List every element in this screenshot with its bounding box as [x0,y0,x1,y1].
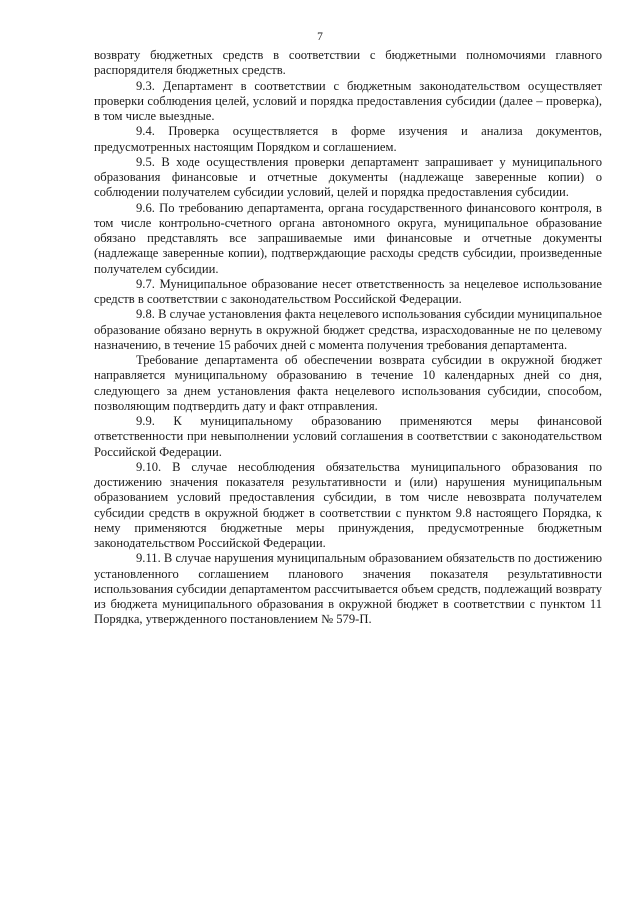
paragraph-9-8-requirement: Требование департамента об обеспечении возврата субсидии в окружной бюджет направляется муниципальному образованию в течение 10 календарных дней со дня, следующего за днем установления факта нецелевого использования субсидии, способом, позволяющим подтвердить дату и факт отправления. [94,353,602,413]
paragraph-9-10: 9.10. В случае несоблюдения обязательства муниципального образования по достижению значения показателя результативности и (или) нарушения муниципальным образованием условий предоставления субсидии, в том числе невозврата получателем субсидии средств в окружной бюджет в соответствии с пунктом 9.8 настоящего Порядка, к нему применяются бюджетные меры принуждения, предусмотренные бюджетным законодательством Российской Федерации. [94,459,602,550]
paragraph-9-3: 9.3. Департамент в соответствии с бюджетным законодательством осуществляет проверки соблюдения целей, условий и порядка предоставления субсидии (далее – проверка), в том числе выездные. [94,78,602,123]
paragraph-9-7: 9.7. Муниципальное образование несет ответственность за нецелевое использование средств в соответствии с законодательством Российской Федерации. [94,276,602,306]
paragraph-9-8: 9.8. В случае установления факта нецелевого использования субсидии муниципальное образование обязано вернуть в окружной бюджет средства, израсходованные не по целевому назначению, в течение 15 рабочих дней с момента получения требования департамента. [94,307,602,352]
paragraph-9-4: 9.4. Проверка осуществляется в форме изучения и анализа документов, предусмотренных настоящим Порядком и соглашением. [94,124,602,154]
document-body [94,48,602,628]
page-number: 7 [317,31,323,43]
paragraph-9-6: 9.6. По требованию департамента, органа государственного финансового контроля, в том числе контрольно-счетного органа автономного округа, муниципальное образование обязано представлять все запрашиваемые ими финансовые и отчетные документы (надлежаще заверенные копии), подтверждающие расходы средств субсидии, произведенные получателем субсидии. [94,200,602,276]
paragraph-continuation: возврату бюджетных средств в соответствии с бюджетными полномочиями главного распорядителя бюджетных средств. [94,48,602,78]
paragraph-9-9: 9.9. К муниципальному образованию применяются меры финансовой ответственности при невыполнении условий соглашения в соответствии с законодательством Российской Федерации. [94,414,602,459]
paragraph-9-11: 9.11. В случае нарушения муниципальным образованием обязательств по достижению установленного соглашением планового значения показателя результативности использования субсидии департаментом рассчитывается объем средств, подлежащий возврату из бюджета муниципального образования в окружной бюджет в соответствии с пунктом 11 Порядка, утвержденного постановлением № 579-П. [94,551,602,627]
paragraph-9-5: 9.5. В ходе осуществления проверки департамент запрашивает у муниципального образования финансовые и отчетные документы (надлежаще заверенные копии) о соблюдении получателем субсидии условий, целей и порядка предоставления субсидии. [94,154,602,200]
